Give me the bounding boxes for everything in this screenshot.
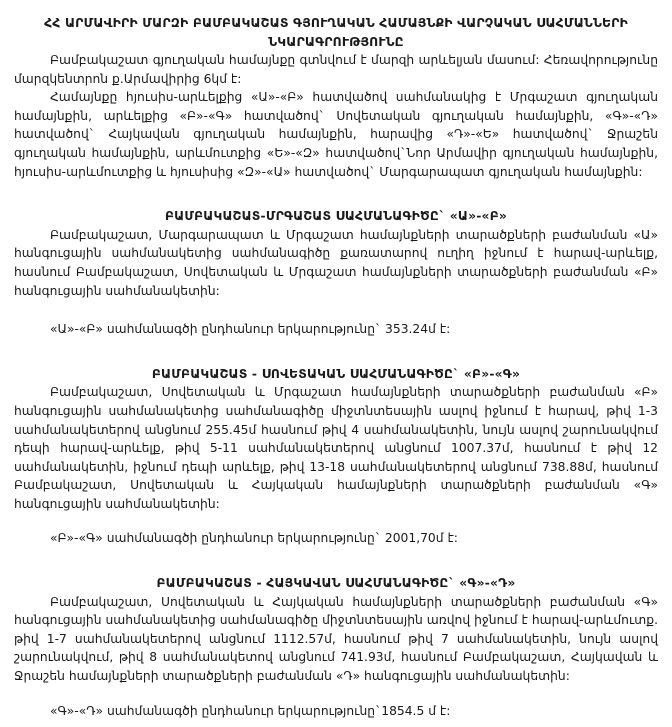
intro-paragraph-2: Համայնքը հյուսիս-արևելքից «Ա»-«Բ» հատվածով սահմանակից է Մրգաշատ գյուղական համայնքին, արևելքից «Բ»-«Գ» հատվածով` Սովետական գյուղական համայնքին, «Գ»-«Դ» հատվածով` Հայկավան գյուղական համայնքին, հարավից «Դ»-«Ե» հատվածով` Ջրաշեն գյուղական համայնքին, արևմուտքից «Ե»-«Զ» հատվածով`Նոր Արմավիր գյուղական համայնքին, հյուսիս-արևմուտքից և հյուսիսից «Զ»-«Ա» հատվածով` Մարգարապատ գյուղական համայնքին: [14, 90, 658, 179]
section-body-g-d: Բամբակաշատ, Սովետական և Հայկական համայնքների տարածքների բաժանման «Գ» հանգուցային սահմանակետից սահմանագիծը միջտնտեսային առվով իջնում է հարավ-արևմուտք. թիվ 1-7 սահմանակետերով անցնում 1112.57մ, հասնում թիվ 7 սահմանակետին, նույն ասլով շարունակվում, թիվ 8 սահմանակետով անցնում 741.93մ, հասնում Բամբակաշատ, Հայկավան և Ջրաշեն համայնքների տարածքների բաժանման «Դ» հանգուցային սահմանակետին: [14, 594, 658, 684]
section-heading-b-g: ԲԱՄԲԱԿԱՇԱՏ - ՍՈՎԵՏԱԿԱՆ ՍԱՀՄԱՆԱԳԻԾԸ` «Բ»-«Գ» [151, 366, 521, 381]
section-measure-g-d: «Գ»-«Դ» սահմանագծի ընդհանուր երկարությունը`1854.5 մ է: [50, 703, 451, 718]
section-measure-a-b: «Ա»-«Բ» սահմանագծի ընդհանուր երկարությունը` 353.24մ է: [50, 322, 451, 337]
section-heading-g-d: ԲԱՄԲԱԿԱՇԱՏ - ՀԱՅԿԱՎԱՆ ՍԱՀՄԱՆԱԳԻԾԸ` «Գ»-«Դ» [156, 576, 516, 591]
section-heading-a-b: ԲԱՄԲԱԿԱՇԱՏ-ՄՐԳԱՇԱՏ ՍԱՀՄԱՆԱԳԻԾԸ` «Ա»-«Բ» [164, 209, 508, 224]
page-title-line-2: ՆԿԱՐԱԳՐՈՒԹՅՈՒՆԸ [268, 34, 404, 49]
intro-paragraph-1: Բամբակաշատ գյուղական համայնքը գտնվում է մարզի արևելյան մասում: Հեռավորությունը մարզկենտրոն ք.Արմավիրից 6կմ է: [14, 53, 658, 86]
section-body-a-b: Բամբակաշատ, Մարգարապատ և Մրգաշատ համայնքների տարածքների բաժանման «Ա» հանգուցային սահմանակետից սահմանագիծը քառատարով ուղիղ իջնում է հարավ-արևելք, հասնում Բամբակաշատ, Սովետական և Մրգաշատ համայնքների տարածքների բաժանման «Բ» հանգուցային սահմանակետին: [14, 227, 658, 298]
page-title [16, 13, 656, 51]
section-body-b-g: Բամբակաշատ, Սովետական և Մրգաշատ համայնքների տարածքների բաժանման «Բ» հանգուցային սահմանակետից սահմանագիծը միջտնտեսային ասլով իջնում է հարավ, թիվ 1-3 սահմանակետերով անցնում 255.45մ հասնում թիվ 4 սահմանակետին, նույն ասլով շարունակվում դեպի հարավ-արևելք, թիվ 5-11 սահմանակետերով անցնում 1007.37մ, հասնում է թիվ 12 սահմանակետին, իջնում դեպի արևելք, թիվ 13-18 սահմանակետերով անցնում 738.88մ, հասնում Բամբակաշատ, Սովետական և Հայկական համայնքների տարածքների բաժանման «Գ» հանգուցային սահմանակետին: [14, 385, 658, 511]
page-title-line-1: ՀՀ ԱՐՄԱՎԻՐԻ ՄԱՐԶԻ ԲԱՄԲԱԿԱՇԱՏ ԳՅՈՒՂԱԿԱՆ ՀԱՄԱՅՆՔԻ ՎԱՐՉԱԿԱՆ ՍԱՀՄԱՆՆԵՐԻ [44, 15, 628, 30]
section-measure-b-g: «Բ»-«Գ» սահմանագծի ընդհանուր երկարությունը` 2001,70մ է: [50, 531, 458, 546]
